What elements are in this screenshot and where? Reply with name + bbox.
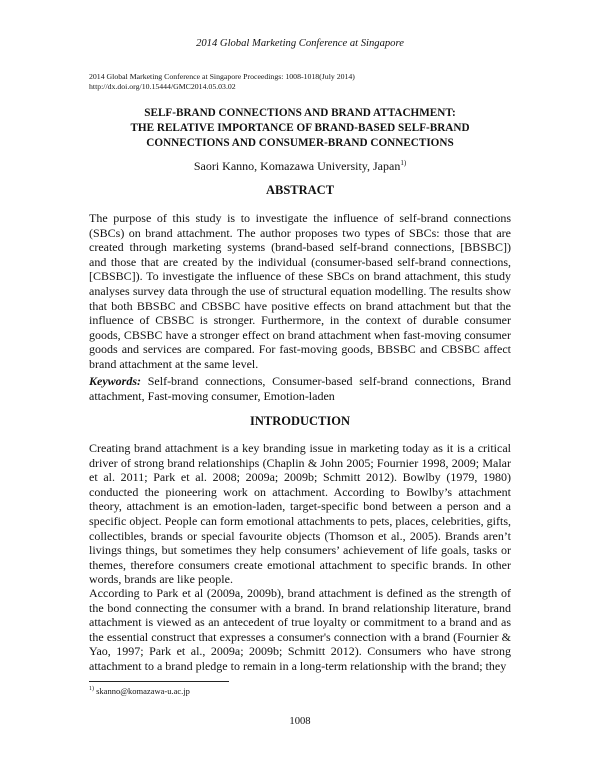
- title-line-3: CONNECTIONS AND CONSUMER-BRAND CONNECTIONS: [146, 137, 454, 149]
- keywords-text: Self-brand connections, Consumer-based self-brand connections, Brand attachment, Fast-moving consumer, Emotion-laden: [89, 374, 512, 403]
- abstract-heading: ABSTRACT: [265, 183, 335, 197]
- footnote-divider: [89, 681, 229, 682]
- paper-title: [60, 106, 540, 151]
- introduction-heading: INTRODUCTION: [249, 414, 350, 428]
- footnote: [89, 686, 190, 696]
- intro-paragraph-1: Creating brand attachment is a key branding issue in marketing today as it is a critical driver of strong brand relationships (Chaplin & John 2005; Fournier 1998, 2009; Malar et al. 2011; Park et al. 2008; 2009a; 2009b; Schmitt 2012). Bowlby (1979, 1980) conducted the pioneering work on attachment. According to Bowlby’s attachment theory, attachment is an emotion-laden, target-specific bond between a person and a specific object. People can form emotional attachments to pets, places, celebrities, gifts, collectibles, brands or special favourite objects (Thomson et al., 2005). Brands aren’t livings things, but sometimes they help consumers’ achievement of life goals, tasks or themes, therefore consumers create emotional attachment to specific brands. In other words, brands are like people.: [89, 441, 511, 587]
- running-head: 2014 Global Marketing Conference at Singapore: [196, 38, 404, 49]
- title-line-1: SELF-BRAND CONNECTIONS AND BRAND ATTACHMENT:: [144, 107, 456, 119]
- keywords-label: Keywords:: [89, 374, 141, 388]
- footnote-email[interactable]: skanno@komazawa-u.ac.jp: [96, 686, 190, 696]
- author-footnote-mark: 1): [400, 159, 407, 167]
- page-number: 1008: [289, 716, 311, 727]
- proceedings-info: [89, 72, 519, 92]
- title-line-2: THE RELATIVE IMPORTANCE OF BRAND-BASED SELF-BRAND: [130, 122, 470, 134]
- proceedings-line: 2014 Global Marketing Conference at Singapore Proceedings: 1008-1018(July 2014): [89, 72, 355, 81]
- intro-paragraph-2: According to Park et al (2009a, 2009b), brand attachment is defined as the strength of the bond connecting the consumer with a brand. In brand relationship literature, brand attachment is viewed as an antecedent of true loyalty or commitment to a brand and as the essential construct that expresses a consumer's connection with a brand (Fournier & Yao, 1997; Park et al., 2009a; 2009b; Schmitt 2012). Consumers who have strong attachment to a brand pledge to remain in a long-term relationship with the brand; they: [89, 586, 511, 673]
- doi-link[interactable]: http://dx.doi.org/10.15444/GMC2014.05.03.02: [89, 82, 236, 91]
- author-name: Saori Kanno, Komazawa University, Japan: [193, 159, 401, 173]
- keywords: [89, 374, 511, 403]
- abstract-text: The purpose of this study is to investigate the influence of self-brand connections (SBCs) on brand attachment. The author proposes two types of SBCs: those that are created through marketing systems (brand-based self-brand connections, [BBSBC]) and those that are created by the individual (consumer-based self-brand connections, [CBSBC]). To investigate the influence of these SBCs on brand attachment, this study analyses survey data through the use of structural equation modelling. The results show that both BBSBC and CBSBC have positive effects on brand attachment but that the influence of CBSBC is stronger. Furthermore, in the context of durable consumer goods, CBSBC have a stronger effect on brand attachment when fast-moving consumer goods and services are compared. For fast-moving goods, BBSBC and CBSBC affect brand attachment at the same level.: [89, 211, 511, 371]
- author-line: [0, 159, 600, 174]
- footnote-mark: 1): [89, 686, 94, 693]
